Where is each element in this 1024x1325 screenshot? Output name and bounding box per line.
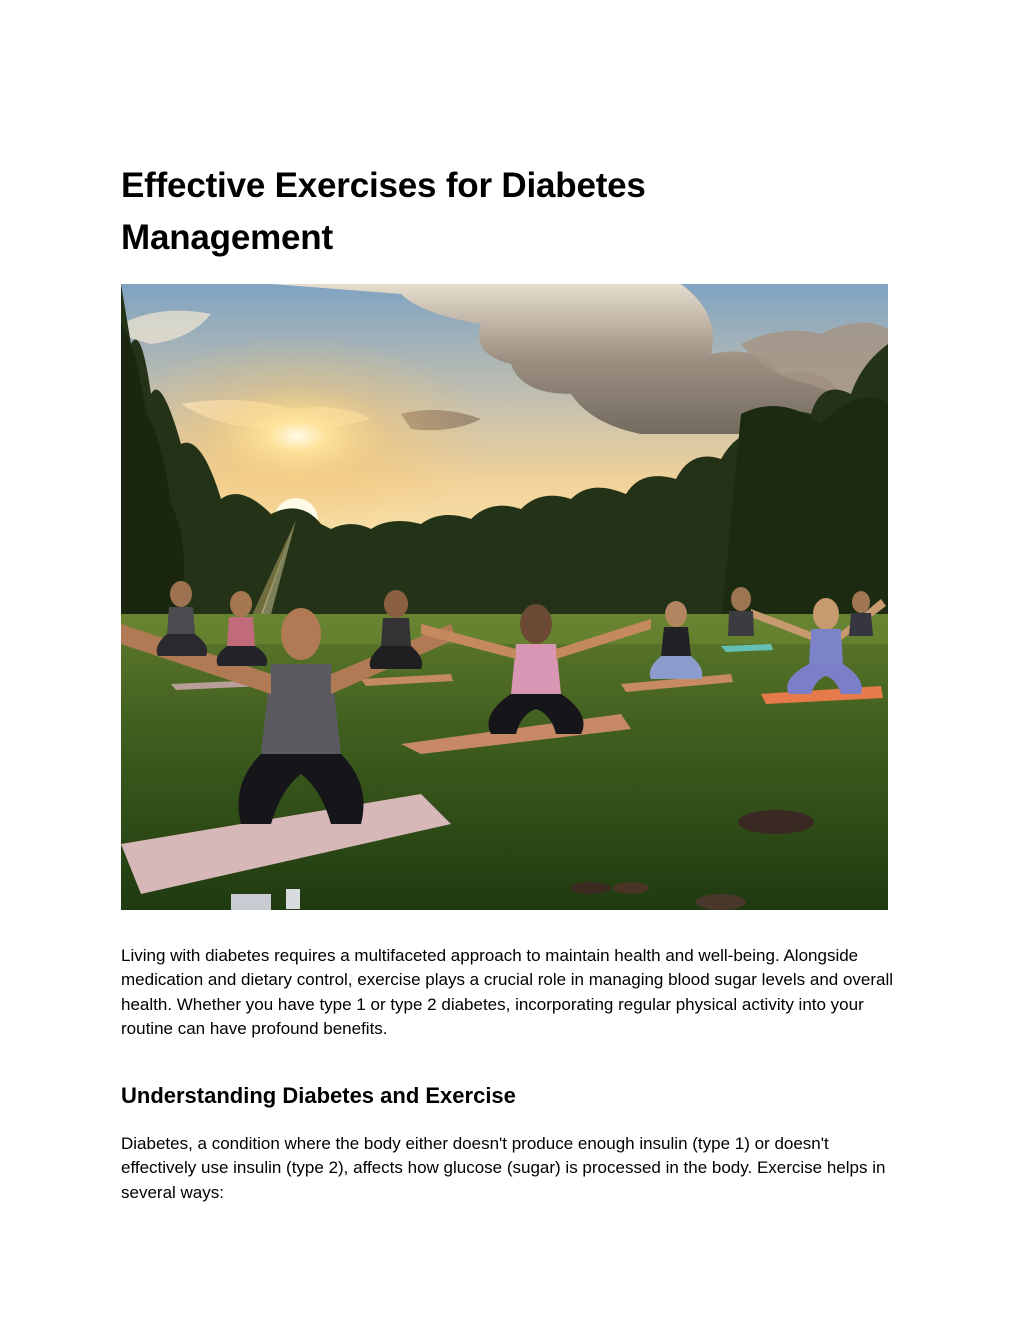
section-heading: Understanding Diabetes and Exercise [121,1083,516,1108]
outdoor-yoga-class-photo [121,284,888,910]
intro-paragraph: Living with diabetes requires a multifaceted approach to maintain health and well-being. Alongside medication and dietary control, exercise plays a crucial role in managing blood sugar levels and overall health. Whether you have type 1 or type 2 diabetes, incorporating regular physical activity into your routine can have profound benefits. [121,946,894,1038]
section-paragraph: Diabetes, a condition where the body either doesn't produce enough insulin (type 1) or doesn't effectively use insulin (type 2), affects how glucose (sugar) is processed in the body. Exercise helps in several ways: [121,1134,886,1202]
page-title: Effective Exercises for Diabetes Management [121,166,646,257]
hero-image [121,284,888,910]
